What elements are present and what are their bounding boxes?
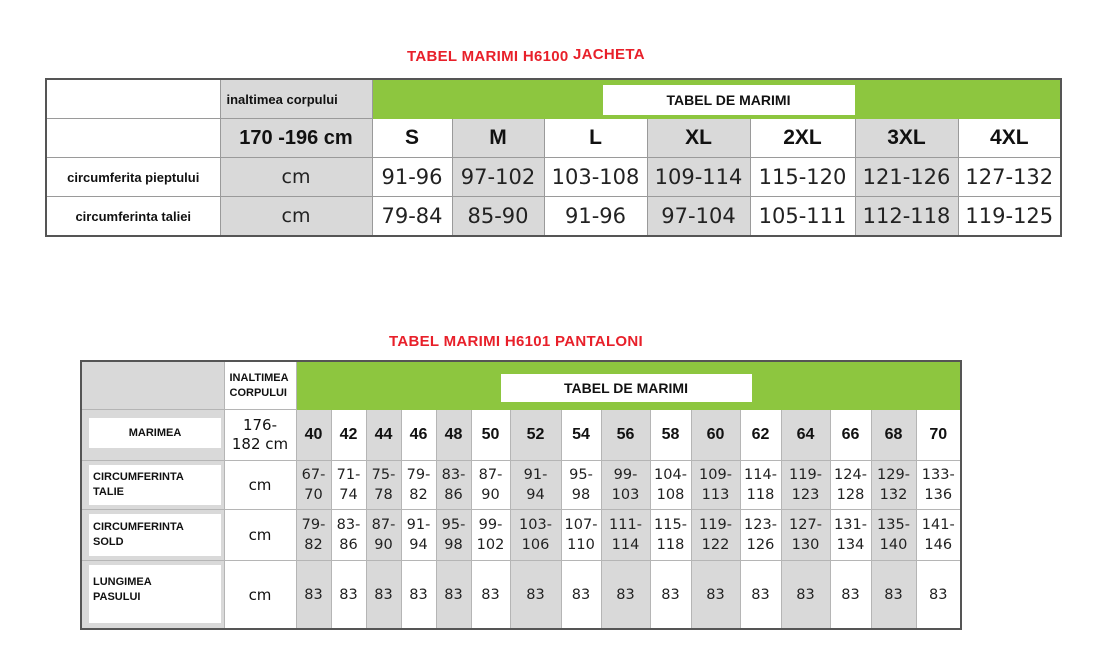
table-cell: 99- 102 bbox=[471, 510, 510, 561]
size-label-cell bbox=[81, 410, 224, 461]
table-cell: 83 bbox=[296, 561, 331, 630]
row-unit: cm bbox=[220, 158, 372, 197]
size-banner bbox=[372, 79, 1061, 119]
table-cell: 109-114 bbox=[647, 158, 750, 197]
jacket-table-title bbox=[407, 48, 645, 65]
table-cell: 133- 136 bbox=[916, 461, 961, 510]
pants-table-title: TABEL MARIMI H6101 PANTALONI bbox=[389, 333, 643, 350]
table-cell: 112-118 bbox=[855, 197, 958, 237]
table-cell: 127-132 bbox=[958, 158, 1061, 197]
table-cell: 83 bbox=[830, 561, 871, 630]
size-header-58: 58 bbox=[650, 410, 691, 461]
height-header: inaltimea corpului bbox=[220, 79, 372, 119]
table-cell: 129- 132 bbox=[871, 461, 916, 510]
size-header-44: 44 bbox=[366, 410, 401, 461]
size-header-50: 50 bbox=[471, 410, 510, 461]
table-cell: 104- 108 bbox=[650, 461, 691, 510]
size-header-66: 66 bbox=[830, 410, 871, 461]
blank-label-cell bbox=[46, 119, 220, 158]
row-unit: cm bbox=[224, 510, 296, 561]
table-cell: 107- 110 bbox=[561, 510, 601, 561]
table-cell: 83- 86 bbox=[331, 510, 366, 561]
table-cell: 83 bbox=[601, 561, 650, 630]
size-banner-label: TABEL DE MARIMI bbox=[603, 85, 855, 115]
table-cell: 141- 146 bbox=[916, 510, 961, 561]
table-cell: 119-125 bbox=[958, 197, 1061, 237]
table-cell: 123- 126 bbox=[740, 510, 781, 561]
size-banner bbox=[296, 361, 961, 410]
table-cell: 103-108 bbox=[544, 158, 647, 197]
table-cell: 87- 90 bbox=[471, 461, 510, 510]
height-header: INALTIMEA CORPULUI bbox=[224, 361, 296, 410]
size-header-l: L bbox=[544, 119, 647, 158]
corner-cell bbox=[46, 79, 220, 119]
table-cell: 97-102 bbox=[452, 158, 544, 197]
table-cell: 83 bbox=[740, 561, 781, 630]
row-label-hip: CIRCUMFERINTA SOLD bbox=[89, 514, 221, 556]
table-cell: 124- 128 bbox=[830, 461, 871, 510]
table-cell: 83 bbox=[650, 561, 691, 630]
size-header-62: 62 bbox=[740, 410, 781, 461]
row-unit: cm bbox=[224, 561, 296, 630]
size-header-4xl: 4XL bbox=[958, 119, 1061, 158]
table-cell: 91- 94 bbox=[401, 510, 436, 561]
size-header-2xl: 2XL bbox=[750, 119, 855, 158]
table-cell: 114- 118 bbox=[740, 461, 781, 510]
height-value: 170 -196 cm bbox=[220, 119, 372, 158]
table-cell: 83 bbox=[331, 561, 366, 630]
table-cell: 91-96 bbox=[372, 158, 452, 197]
table-cell: 83 bbox=[781, 561, 830, 630]
row-label-inseam: LUNGIMEA PASULUI bbox=[89, 565, 221, 623]
table-cell: 83 bbox=[561, 561, 601, 630]
table-cell: 83 bbox=[691, 561, 740, 630]
size-header-54: 54 bbox=[561, 410, 601, 461]
table-cell: 105-111 bbox=[750, 197, 855, 237]
table-cell: 79- 82 bbox=[296, 510, 331, 561]
size-header-40: 40 bbox=[296, 410, 331, 461]
height-value: 176- 182 cm bbox=[224, 410, 296, 461]
size-label: MARIMEA bbox=[89, 418, 221, 448]
size-header-60: 60 bbox=[691, 410, 740, 461]
size-header-52: 52 bbox=[510, 410, 561, 461]
size-header-68: 68 bbox=[871, 410, 916, 461]
table-cell: 131- 134 bbox=[830, 510, 871, 561]
size-header-48: 48 bbox=[436, 410, 471, 461]
row-label-waist: circumferinta taliei bbox=[46, 197, 220, 237]
table-cell: 79-84 bbox=[372, 197, 452, 237]
row-unit: cm bbox=[220, 197, 372, 237]
size-header-64: 64 bbox=[781, 410, 830, 461]
size-header-70: 70 bbox=[916, 410, 961, 461]
size-header-42: 42 bbox=[331, 410, 366, 461]
table-cell: 135- 140 bbox=[871, 510, 916, 561]
table-cell: 75- 78 bbox=[366, 461, 401, 510]
table-cell: 91-96 bbox=[544, 197, 647, 237]
table-cell: 83 bbox=[401, 561, 436, 630]
size-header-m: M bbox=[452, 119, 544, 158]
table-cell: 83 bbox=[871, 561, 916, 630]
table-cell: 127- 130 bbox=[781, 510, 830, 561]
table-cell: 109- 113 bbox=[691, 461, 740, 510]
table-cell: 115- 118 bbox=[650, 510, 691, 561]
table-cell: 83 bbox=[436, 561, 471, 630]
size-header-56: 56 bbox=[601, 410, 650, 461]
table-cell: 85-90 bbox=[452, 197, 544, 237]
table-cell: 83 bbox=[366, 561, 401, 630]
table-cell: 115-120 bbox=[750, 158, 855, 197]
size-header-xl: XL bbox=[647, 119, 750, 158]
table-cell: 95- 98 bbox=[561, 461, 601, 510]
table-cell: 111- 114 bbox=[601, 510, 650, 561]
table-cell: 103- 106 bbox=[510, 510, 561, 561]
row-unit: cm bbox=[224, 461, 296, 510]
table-cell: 119- 123 bbox=[781, 461, 830, 510]
pants-size-table bbox=[80, 360, 962, 630]
table-cell: 99- 103 bbox=[601, 461, 650, 510]
table-cell: 95- 98 bbox=[436, 510, 471, 561]
table-cell: 97-104 bbox=[647, 197, 750, 237]
row-label-chest: circumferita pieptului bbox=[46, 158, 220, 197]
size-banner-label: TABEL DE MARIMI bbox=[501, 374, 752, 402]
table-cell: 83 bbox=[471, 561, 510, 630]
table-cell: 87- 90 bbox=[366, 510, 401, 561]
row-label-cell bbox=[81, 510, 224, 561]
row-label-waist: CIRCUMFERINTA TALIE bbox=[89, 465, 221, 505]
size-header-s: S bbox=[372, 119, 452, 158]
corner-cell bbox=[81, 361, 224, 410]
size-header-46: 46 bbox=[401, 410, 436, 461]
jacket-title-sub: JACHETA bbox=[573, 46, 645, 63]
size-header-3xl: 3XL bbox=[855, 119, 958, 158]
jacket-size-table bbox=[45, 78, 1062, 237]
table-cell: 83- 86 bbox=[436, 461, 471, 510]
table-cell: 79- 82 bbox=[401, 461, 436, 510]
table-cell: 91- 94 bbox=[510, 461, 561, 510]
row-label-cell bbox=[81, 461, 224, 510]
table-cell: 83 bbox=[510, 561, 561, 630]
table-cell: 119- 122 bbox=[691, 510, 740, 561]
table-cell: 121-126 bbox=[855, 158, 958, 197]
jacket-title-main: TABEL MARIMI H6100 bbox=[407, 48, 569, 65]
table-cell: 67- 70 bbox=[296, 461, 331, 510]
table-cell: 83 bbox=[916, 561, 961, 630]
row-label-cell bbox=[81, 561, 224, 630]
table-cell: 71- 74 bbox=[331, 461, 366, 510]
